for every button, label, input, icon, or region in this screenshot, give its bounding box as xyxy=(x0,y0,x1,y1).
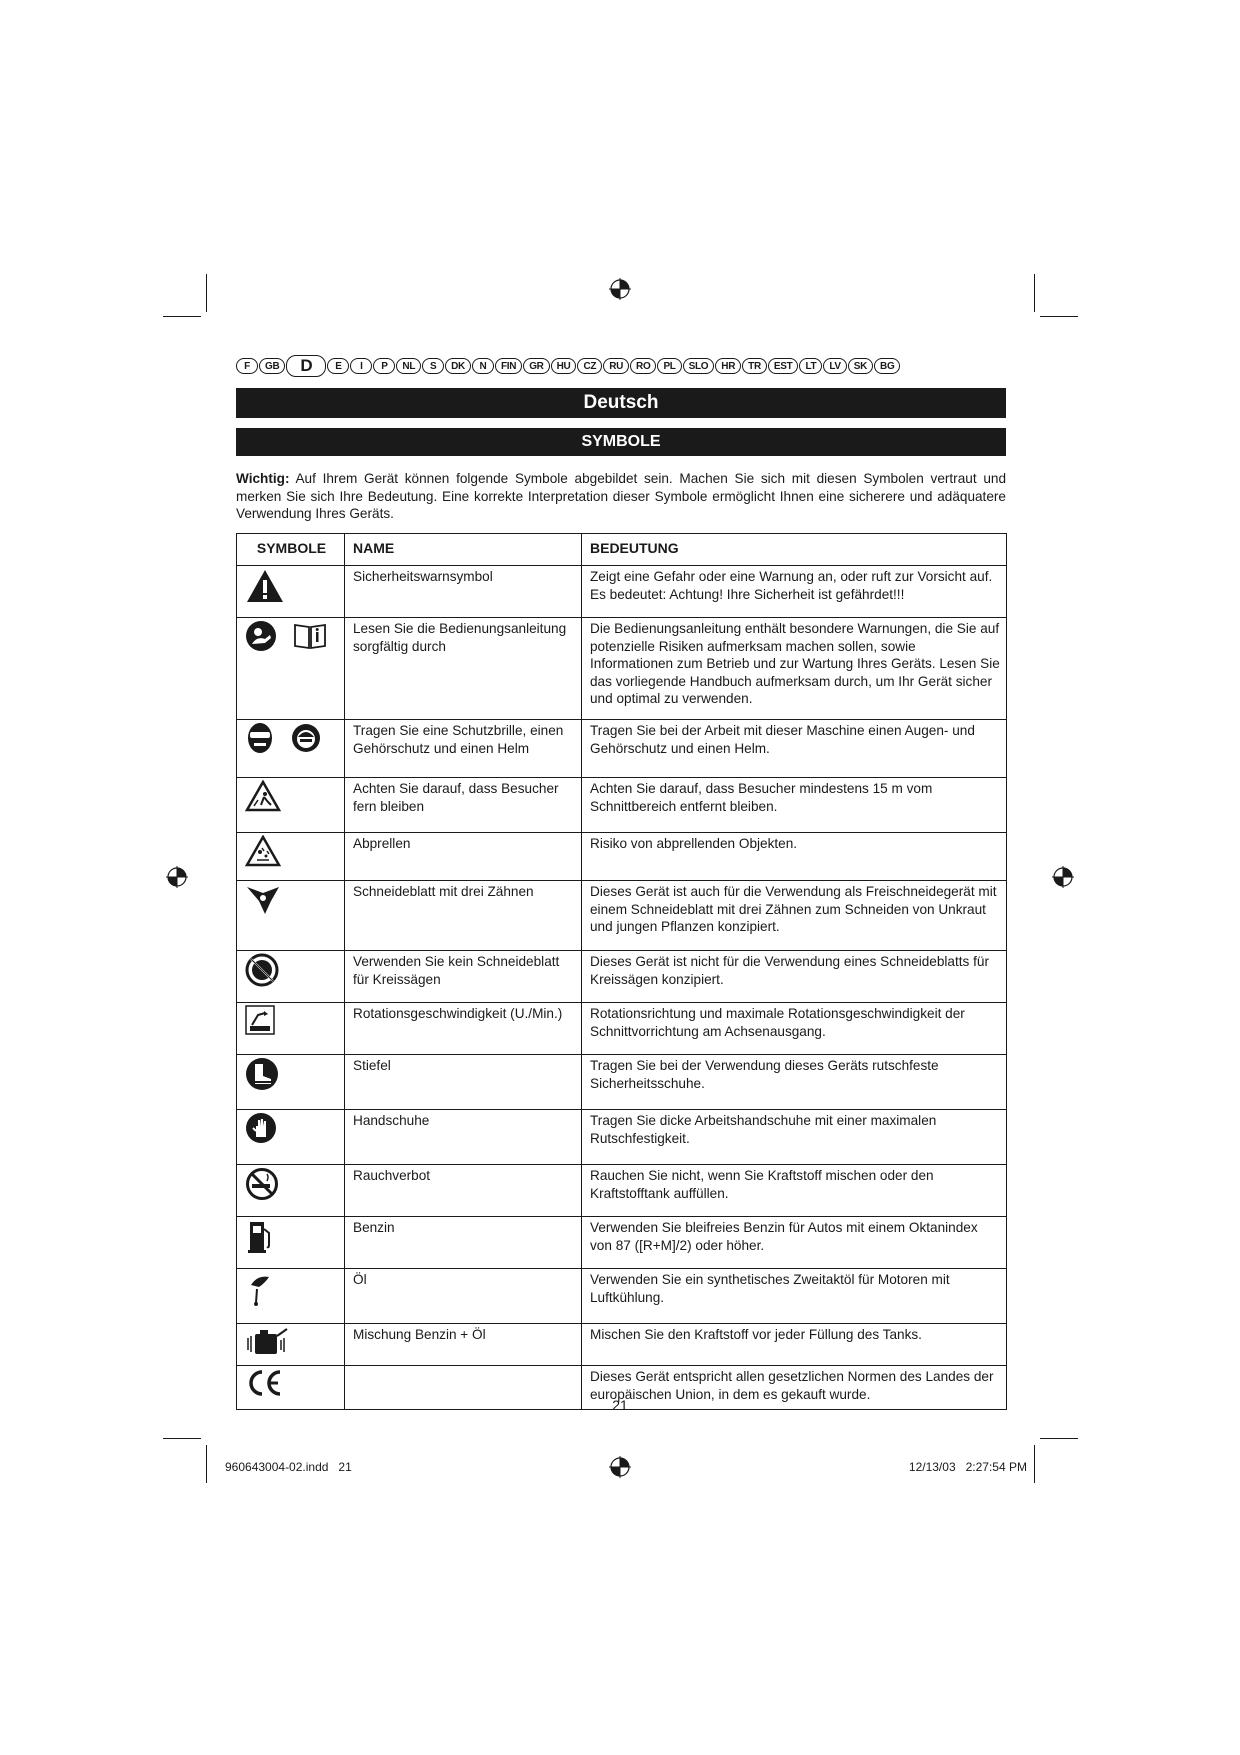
name-cell: Sicherheitswarnsymbol xyxy=(345,566,582,618)
symbol-cell xyxy=(237,1217,345,1269)
crop-mark xyxy=(206,274,207,312)
meaning-cell: Mischen Sie den Kraftstoff vor jeder Füllung des Tanks. xyxy=(582,1324,1007,1366)
name-cell: Abprellen xyxy=(345,833,582,881)
warning-triangle-icon xyxy=(245,568,285,609)
crop-mark xyxy=(1040,316,1078,317)
registration-mark-icon xyxy=(1052,866,1074,888)
header-meaning: BEDEUTUNG xyxy=(582,534,1007,566)
language-selector xyxy=(236,356,1006,376)
name-cell: Benzin xyxy=(345,1217,582,1269)
symbol-cell xyxy=(237,951,345,1003)
symbol-cell xyxy=(237,1269,345,1324)
meaning-cell: Tragen Sie bei der Verwendung dieses Geräts rutschfeste Sicherheitsschuhe. xyxy=(582,1055,1007,1110)
language-d: D xyxy=(286,355,326,377)
name-cell: Handschuhe xyxy=(345,1110,582,1165)
meaning-cell: Verwenden Sie bleifreies Benzin für Autos mit einem Oktanindex von 87 ([R+M]/2) oder höher. xyxy=(582,1217,1007,1269)
symbol-cell xyxy=(237,618,345,720)
three-tooth-blade-icon xyxy=(245,883,281,920)
table-row xyxy=(237,778,1007,833)
symbols-table xyxy=(236,533,1007,1410)
table-row xyxy=(237,881,1007,951)
name-cell: Tragen Sie eine Schutzbrille, einen Gehörschutz und einen Helm xyxy=(345,720,582,778)
symbol-cell xyxy=(237,881,345,951)
table-row xyxy=(237,720,1007,778)
table-row xyxy=(237,1055,1007,1110)
meaning-cell: Tragen Sie dicke Arbeitshandschuhe mit einer maximalen Rutschfestigkeit. xyxy=(582,1110,1007,1165)
page-number: 21 xyxy=(612,1397,628,1413)
table-row xyxy=(237,1165,1007,1217)
fuel-mix-can-icon xyxy=(245,1326,289,1361)
intro-text: Auf Ihrem Gerät können folgende Symbole abgebildet sein. Machen Sie sich mit diesen Symbolen vertraut und merken Sie sich Ihre Bedeutung. Eine korrekte Interpretation dieser Symbole ermöglicht Ihnen eine sicherere und adäquatere Verwendung Ihres Geräts. xyxy=(236,471,1006,521)
crop-mark xyxy=(1040,1438,1078,1439)
table-row xyxy=(237,833,1007,881)
meaning-cell: Dieses Gerät entspricht allen gesetzlichen Normen des Landes der europäischen Union, in dem es gekauft wurde. xyxy=(582,1366,1007,1410)
name-cell: Lesen Sie die Bedienungsanleitung sorgfältig durch xyxy=(345,618,582,720)
table-row xyxy=(237,1003,1007,1055)
table-row xyxy=(237,1269,1007,1324)
footer-timestamp: 12/13/03 2:27:54 PM xyxy=(908,1460,1027,1474)
name-cell: Achten Sie darauf, dass Besucher fern bleiben xyxy=(345,778,582,833)
table-row xyxy=(237,618,1007,720)
language-nl: NL xyxy=(396,358,421,374)
language-bg: BG xyxy=(874,358,900,374)
crop-mark xyxy=(1034,274,1035,312)
meaning-cell: Achten Sie darauf, dass Besucher mindestens 15 m vom Schnittbereich entfernt bleiben. xyxy=(582,778,1007,833)
language-e: E xyxy=(327,358,349,374)
symbol-cell xyxy=(237,1110,345,1165)
meaning-cell: Verwenden Sie ein synthetisches Zweitaktöl für Motoren mit Luftkühlung. xyxy=(582,1269,1007,1324)
table-row xyxy=(237,1110,1007,1165)
symbol-cell xyxy=(237,1055,345,1110)
language-pl: PL xyxy=(657,358,681,374)
meaning-cell: Rotationsrichtung und maximale Rotationsgeschwindigkeit der Schnittvorrichtung am Achsenausgang. xyxy=(582,1003,1007,1055)
language-hu: HU xyxy=(551,358,577,374)
no-saw-blade-icon xyxy=(245,953,279,992)
name-cell: Rotationsgeschwindigkeit (U./Min.) xyxy=(345,1003,582,1055)
footer-file: 960643004-02.indd 21 xyxy=(225,1460,352,1474)
registration-mark-icon xyxy=(609,278,631,300)
no-smoking-icon xyxy=(245,1167,279,1206)
language-s: S xyxy=(422,358,444,374)
language-cz: CZ xyxy=(577,358,602,374)
language-fin: FIN xyxy=(495,358,522,374)
language-hr: HR xyxy=(715,358,741,374)
symbol-cell xyxy=(237,1165,345,1217)
table-row xyxy=(237,566,1007,618)
language-ro: RO xyxy=(630,358,656,374)
language-tr: TR xyxy=(742,358,767,374)
meaning-cell: Dieses Gerät ist auch für die Verwendung als Freischneidegerät mit einem Schneideblatt mit drei Zähnen zum Schneiden von Unkraut und jungen Pflanzen konzipiert. xyxy=(582,881,1007,951)
meaning-cell: Zeigt eine Gefahr oder eine Warnung an, oder ruft zur Vorsicht auf. Es bedeutet: Achtung! Ihre Sicherheit ist gefährdet!!! xyxy=(582,566,1007,618)
meaning-cell: Risiko von abprellenden Objekten. xyxy=(582,833,1007,881)
name-cell: Stiefel xyxy=(345,1055,582,1110)
language-f: F xyxy=(236,358,258,374)
rotation-speed-icon xyxy=(245,1005,275,1040)
symbol-cell xyxy=(237,833,345,881)
keep-bystanders-away-icon xyxy=(245,780,281,817)
read-manual-icon xyxy=(245,620,327,657)
name-cell: Öl xyxy=(345,1269,582,1324)
section-title-bar xyxy=(236,428,1006,456)
header-name: NAME xyxy=(345,534,582,566)
language-i: I xyxy=(350,358,372,374)
table-row xyxy=(237,1324,1007,1366)
meaning-cell: Die Bedienungsanleitung enthält besondere Warnungen, die Sie auf potenzielle Risiken aufmerksam machen sollen, sowie Informationen zum Betrieb und zur Wartung Ihres Geräts. Lesen Sie das vorliegende Handbuch aufmerksam durch, um Ihr Gerät sicher und optimal zu verwenden. xyxy=(582,618,1007,720)
language-dk: DK xyxy=(445,358,471,374)
language-lt: LT xyxy=(799,358,822,374)
table-row xyxy=(237,951,1007,1003)
registration-mark-icon xyxy=(609,1456,631,1478)
language-lv: LV xyxy=(823,358,846,374)
section-title: SYMBOLE xyxy=(581,433,661,450)
table-row xyxy=(237,1217,1007,1269)
ricochet-icon xyxy=(245,835,281,872)
symbol-cell xyxy=(237,566,345,618)
fuel-pump-icon xyxy=(245,1219,275,1260)
crop-mark xyxy=(163,316,201,317)
intro-lead: Wichtig: xyxy=(236,471,290,486)
protective-gear-icon xyxy=(245,722,321,759)
language-sk: SK xyxy=(848,358,873,374)
name-cell: Mischung Benzin + Öl xyxy=(345,1324,582,1366)
symbol-cell xyxy=(237,1324,345,1366)
language-est: EST xyxy=(768,358,799,374)
crop-mark xyxy=(206,1445,207,1483)
language-ru: RU xyxy=(603,358,629,374)
language-p: P xyxy=(373,358,395,374)
name-cell: Schneideblatt mit drei Zähnen xyxy=(345,881,582,951)
gloves-icon xyxy=(245,1112,277,1149)
table-header-row xyxy=(237,534,1007,566)
header-symbol: SYMBOLE xyxy=(237,534,345,566)
language-slo: SLO xyxy=(683,358,715,374)
crop-mark xyxy=(1034,1445,1035,1483)
symbol-cell xyxy=(237,720,345,778)
language-title-bar xyxy=(236,388,1006,418)
boots-icon xyxy=(245,1057,279,1096)
name-cell: Verwenden Sie kein Schneideblatt für Kreissägen xyxy=(345,951,582,1003)
language-n: N xyxy=(472,358,494,374)
language-title: Deutsch xyxy=(583,392,659,413)
oil-drop-icon xyxy=(245,1271,275,1312)
symbol-cell xyxy=(237,778,345,833)
meaning-cell: Rauchen Sie nicht, wenn Sie Kraftstoff mischen oder den Kraftstofftank auffüllen. xyxy=(582,1165,1007,1217)
registration-mark-icon xyxy=(166,866,188,888)
crop-mark xyxy=(163,1438,201,1439)
name-cell: Rauchverbot xyxy=(345,1165,582,1217)
symbol-cell xyxy=(237,1003,345,1055)
meaning-cell: Dieses Gerät ist nicht für die Verwendung eines Schneideblatts für Kreissägen konzipiert. xyxy=(582,951,1007,1003)
meaning-cell: Tragen Sie bei der Arbeit mit dieser Maschine einen Augen- und Gehörschutz und einen Helm. xyxy=(582,720,1007,778)
language-gr: GR xyxy=(523,358,549,374)
intro-paragraph xyxy=(236,470,1006,523)
language-gb: GB xyxy=(259,358,285,374)
